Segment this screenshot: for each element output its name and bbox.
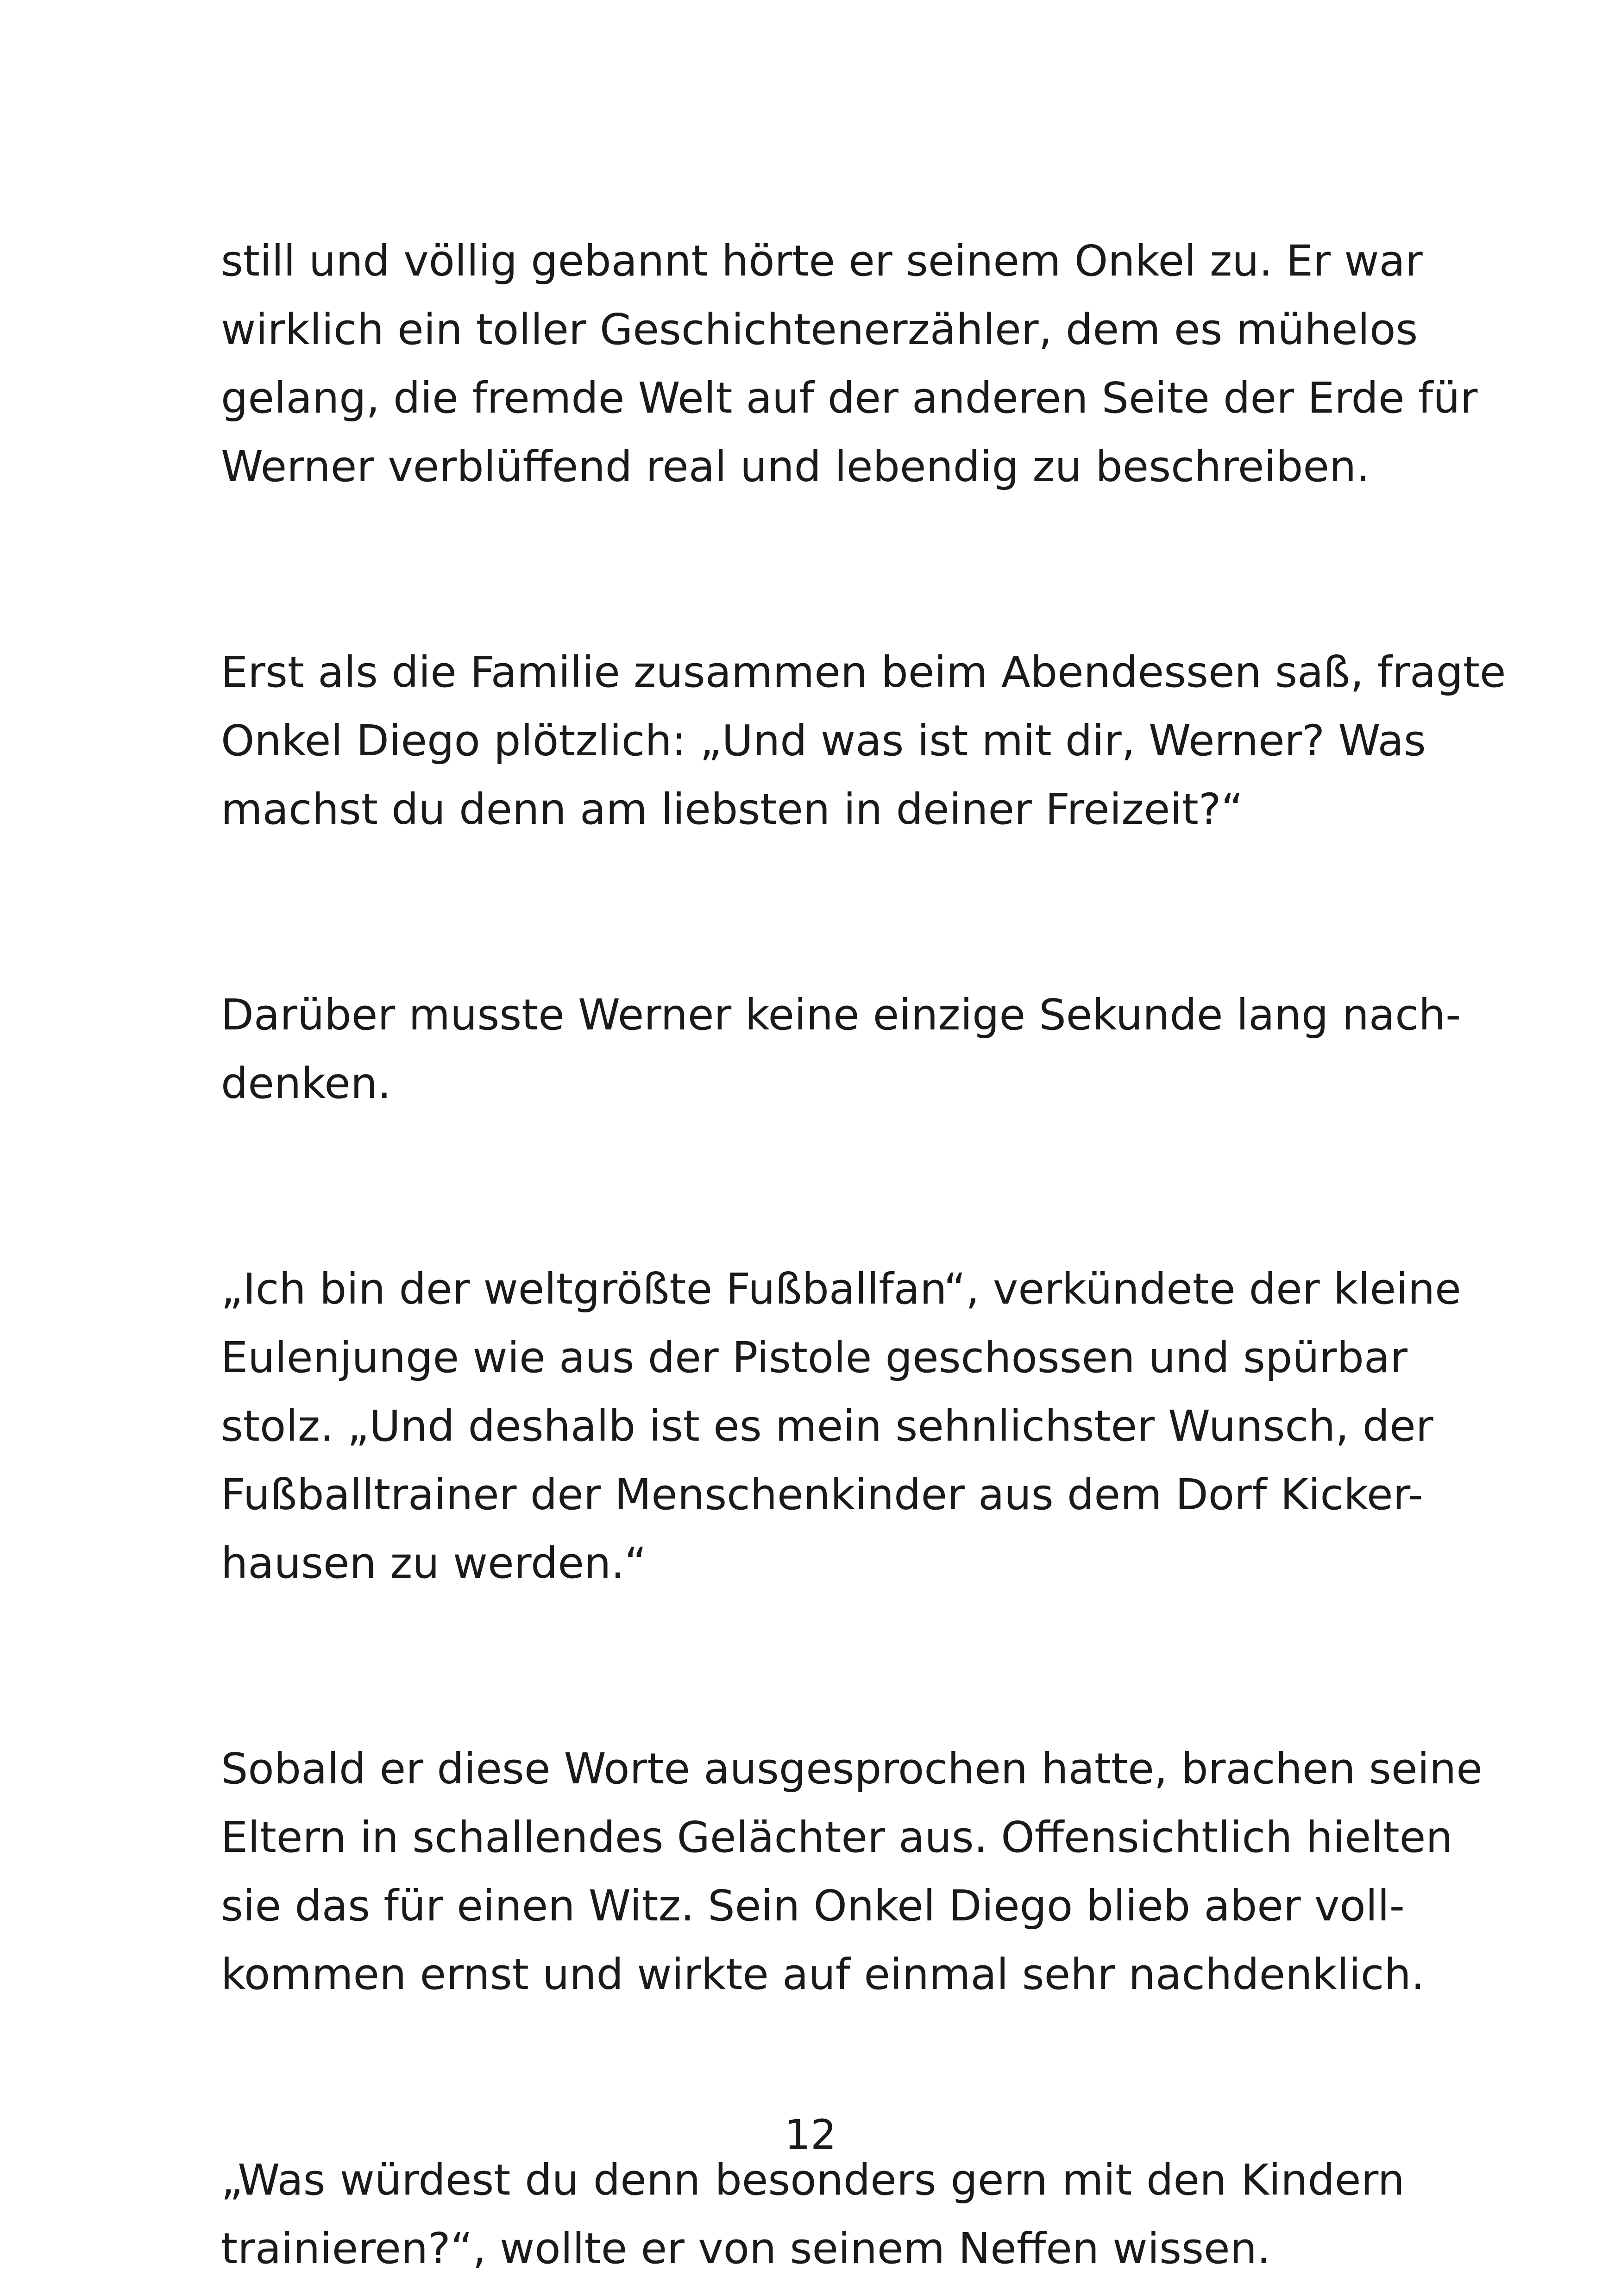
paragraph: [221, 981, 1461, 1118]
paragraph-gap: [221, 501, 1405, 638]
text-line: „Was würdest du denn besonders gern mit den Kindern: [221, 2155, 1405, 2205]
paragraph-gap: [221, 1598, 1405, 1735]
paragraph-gap: [221, 1118, 1405, 1255]
paragraph-gap: [221, 844, 1405, 981]
page-number: 12: [785, 2111, 836, 2158]
text-line: machst du denn am liebsten in deiner Freizeit?“: [221, 784, 1244, 834]
paragraph: [221, 1735, 1483, 2009]
text-line: Darüber musste Werner keine einzige Sekunde lang nach-: [221, 990, 1461, 1040]
text-line: Sobald er diese Worte ausgesprochen hatte, brachen seine: [221, 1744, 1483, 1794]
text-line: still und völlig gebannt hörte er seinem Onkel zu. Er war: [221, 236, 1423, 286]
text-line: Erst als die Familie zusammen beim Abendessen saß, fragte: [221, 647, 1506, 697]
text-line: sie das für einen Witz. Sein Onkel Diego blieb aber voll-: [221, 1881, 1405, 1931]
paragraph: [221, 1255, 1461, 1598]
text-line: Onkel Diego plötzlich: „Und was ist mit dir, Werner? Was: [221, 716, 1426, 765]
text-line: gelang, die fremde Welt auf der anderen Seite der Erde für: [221, 373, 1478, 423]
text-line: kommen ernst und wirkte auf einmal sehr nachdenklich.: [221, 1950, 1425, 1999]
text-line: Eltern in schallendes Gelächter aus. Offensichtlich hielten: [221, 1813, 1453, 1862]
text-line: wirklich ein toller Geschichtenerzähler, dem es mühelos: [221, 305, 1418, 354]
paragraph: [221, 227, 1478, 501]
body-text: [221, 227, 1506, 2283]
text-line: Werner verblüffend real und lebendig zu beschreiben.: [221, 442, 1370, 491]
text-line: stolz. „Und deshalb ist es mein sehnlichster Wunsch, der: [221, 1401, 1433, 1451]
text-line: hausen zu werden.“: [221, 1538, 647, 1588]
paragraph: [221, 2146, 1405, 2283]
text-line: Eulenjunge wie aus der Pistole geschossen und spürbar: [221, 1333, 1408, 1382]
paragraph: [221, 638, 1506, 844]
text-line: Fußballtrainer der Menschenkinder aus dem Dorf Kicker-: [221, 1470, 1423, 1519]
text-line: „Ich bin der weltgrößte Fußballfan“, verkündete der kleine: [221, 1264, 1461, 1314]
text-line: trainieren?“, wollte er von seinem Neffen wissen.: [221, 2224, 1271, 2273]
text-line: denken.: [221, 1059, 391, 1108]
